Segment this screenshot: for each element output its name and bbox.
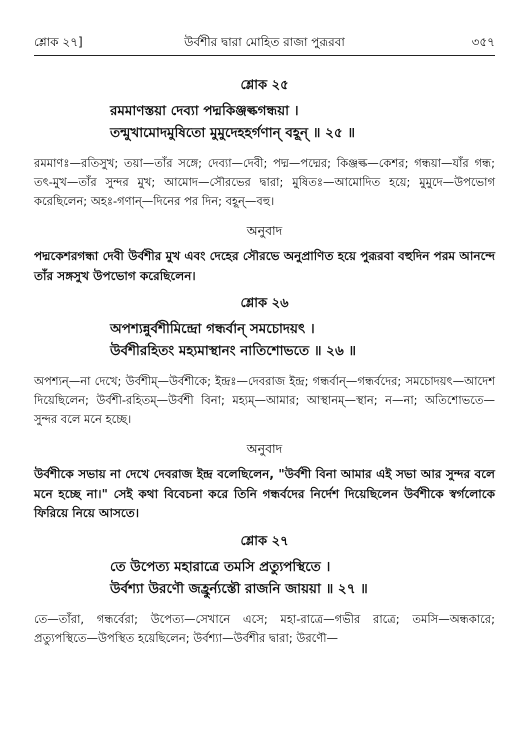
verse-line-1: অপশ্যন্নুর্বশীমিন্দ্রো গন্ধর্বান্ সমচোদয়ৎ ।: [110, 321, 315, 337]
header-rule: [34, 55, 495, 56]
translation-text: পদ্মকেশরগন্ধা দেবী উর্বশীর মুখ এবং দেহের সৌরভে অনুপ্রাণিত হয়ে পুরূরবা বহুদিন পরম আনন্দে তাঁর সঙ্গসুখ উপভোগ করেছিলেন।: [34, 249, 495, 283]
verse-line-2: উর্বশ্যা উরণৌ জহ্রুর্ন্যস্তৌ রাজনি জায়য়া ॥ ২৭ ॥: [110, 580, 368, 597]
verse-label: শ্লোক ২৫: [240, 78, 289, 93]
verse-line-1: রমমাণস্তয়া দেব্যা পদ্মকিঞ্জল্কগন্ধয়া ।: [110, 103, 299, 119]
verse-line-2: উর্বশীরহিতং মহ্যমাস্থানং নাতিশোভতে ॥ ২৬ ॥: [110, 343, 357, 359]
word-synonyms: তে—তাঁরা, গন্ধর্বেরা; উপেত্য—সেখানে এসে; মহা-রাত্রে—গভীর রাত্রে; তমসি—অন্ধকারে; প্রত্যুপস্থিতে—উপস্থিত হয়েছিলেন; উর্বশ্যা—উর্বশীর দ্বারা; উরণৌ—: [34, 611, 495, 645]
word-synonyms: অপশ্যন্—না দেখে; উর্বশীম্—উর্বশীকে; ইন্দ্রঃ—দেবরাজ ইন্দ্র; গন্ধর্বান্—গন্ধর্বদের; সমচোদয়ৎ—আদেশ দিয়েছিলেন; উর্বশী-রহিতম্—উর্বশী বিনা; মহ্যম্—আমার; আস্থানম্—স্থান; ন—না; অতিশোভতে—সুন্দর বলে মনে হচ্ছে।: [34, 374, 495, 426]
page-content: [34, 70, 495, 656]
verse-line-2: তন্মুখামোদমুষিতো মুমুদেহহর্গণান্ বহূন্ ॥ ২৫ ॥: [110, 125, 355, 141]
verse-label: শ্লোক ২৭: [240, 533, 289, 549]
verse-block-27: [34, 532, 495, 648]
running-header: [34, 34, 495, 52]
verse-label: শ্লোক ২৬: [240, 296, 289, 311]
verse-line-1: তে উপেত্য মহারাত্রে তমসি প্রত্যুপস্থিতে ।: [110, 558, 331, 575]
verse-block-25: [34, 76, 495, 286]
header-title: উর্বশীর দ্বারা মোহিত রাজা পুরূরবা: [184, 35, 345, 49]
page-number: ৩৫৭: [471, 35, 495, 49]
word-synonyms: রমমাণঃ—রতিসুখ; তয়া—তাঁর সঙ্গে; দেব্যা—দেবী; পদ্ম—পদ্মের; কিঞ্জল্ক—কেশর; গন্ধয়া—যাঁর গন্ধ; তৎ-মুখ—তাঁর সুন্দর মুখ; আমোদ—সৌরভের দ্বারা; মুষিতঃ—আমোদিত হয়ে; মুমুদে—উপভোগ করেছিলেন; অহঃ-গণান্—দিনের পর দিন; বহূন্—বহু।: [34, 156, 495, 208]
verse-block-26: [34, 294, 495, 524]
translation-title: অনুবাদ: [246, 223, 283, 238]
header-verse-ref: শ্লোক ২৭]: [34, 35, 83, 49]
translation-title: অনুবাদ: [246, 441, 283, 456]
translation-text: উর্বশীকে সভায় না দেখে দেবরাজ ইন্দ্র বলেছিলেন, "উর্বশী বিনা আমার এই সভা আর সুন্দর বলে মনে হচ্ছে না।" সেই কথা বিবেচনা করে তিনি গন্ধর্বদের নির্দেশ দিয়েছিলেন উর্বশীকে স্বর্গলোকে ফিরিয়ে নিয়ে আসতে।: [34, 467, 495, 520]
